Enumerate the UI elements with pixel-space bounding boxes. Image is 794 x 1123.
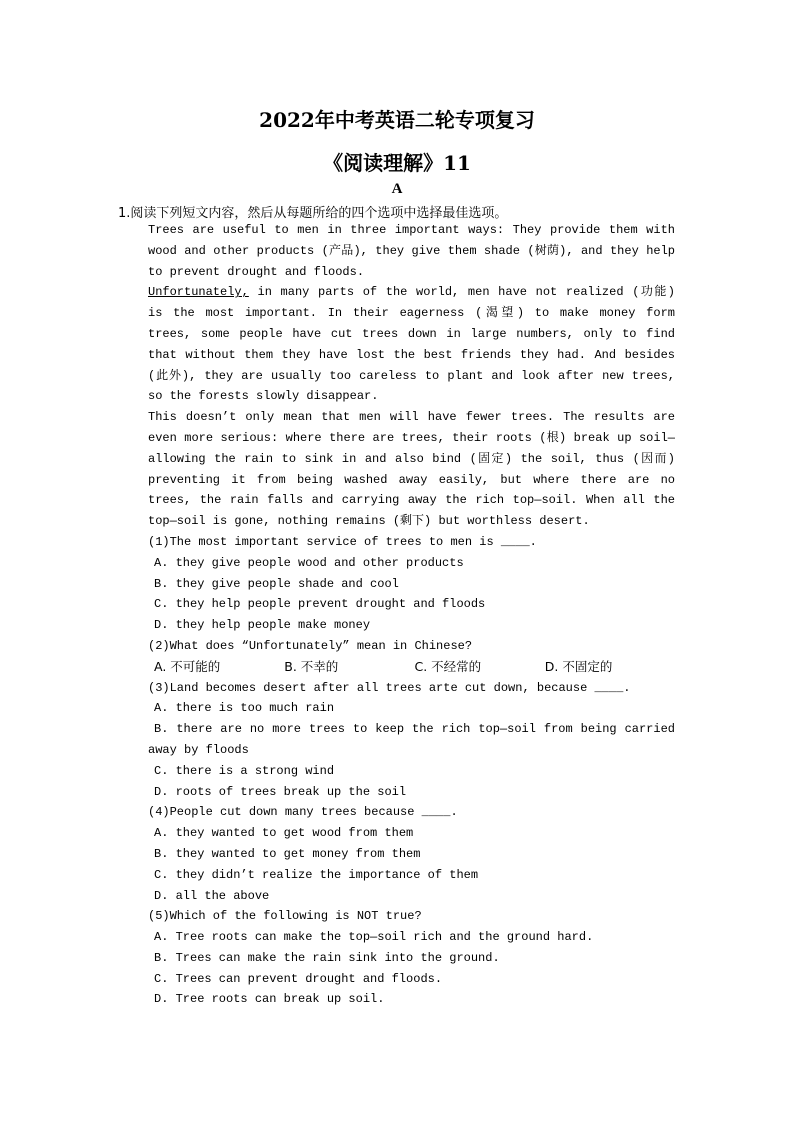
passage-paragraph-2 — [148, 282, 675, 407]
question-3-stem: (3)Land becomes desert after all trees arte cut down, because ____. — [148, 680, 631, 695]
question-5-option-c: C. Trees can prevent drought and floods. — [154, 971, 443, 986]
question-2-options — [148, 657, 675, 678]
question-4-option-b: B. they wanted to get money from them — [154, 846, 421, 861]
question-5-option-a: A. Tree roots can make the top—soil rich and the ground hard. — [154, 930, 594, 945]
question-1-option-c: C. they help people prevent drought and floods — [154, 597, 486, 612]
document-title: 2022年中考英语二轮专项复习 — [259, 108, 535, 132]
question-4-option-d: D. all the above — [154, 888, 270, 903]
passage-paragraph-3: This doesn’t only mean that men will have fewer trees. The results are even more serious: where there are trees, their roots (根) break up soil—allowing the rain to sink in and also bind (固定) the soil, thus (因而) preventing it from being washed away easily, but where there are no trees, the rain falls and carrying away the rich top—soil. When all the top—soil is gone, nothing remains (剩下) but worthless desert. — [148, 410, 675, 529]
question-5-option-b: B. Trees can make the rain sink into the ground. — [154, 950, 500, 965]
question-4-option-a: A. they wanted to get wood from them — [154, 826, 414, 841]
question-1-option-b: B. they give people shade and cool — [154, 576, 399, 591]
document-subtitle: 《阅读理解》11 — [323, 151, 471, 175]
question-4-stem: (4)People cut down many trees because ____. — [148, 805, 458, 820]
question-5-stem: (5)Which of the following is NOT true? — [148, 909, 422, 924]
question-3-option-d: D. roots of trees break up the soil — [154, 784, 407, 799]
question-2-option-b: B. 不幸的 — [284, 658, 339, 674]
question-3-option-c: C. there is a strong wind — [154, 763, 335, 778]
question-2-stem: (2)What does “Unfortunately” mean in Chinese? — [148, 638, 473, 653]
question-3-option-a: A. there is too much rain — [154, 701, 335, 716]
question-1-option-a: A. they give people wood and other products — [154, 555, 464, 570]
question-1-stem: (1)The most important service of trees to men is ____. — [148, 534, 537, 549]
question-2-option-d: D. 不固定的 — [544, 658, 613, 674]
question-3-option-b: B. there are no more trees to keep the rich top—soil from being carried away by floods — [148, 722, 675, 757]
question-5-option-d: D. Tree roots can break up soil. — [154, 992, 385, 1007]
instruction-text: 1.阅读下列短文内容，然后从每题所给的四个选项中选择最佳选项。 — [118, 206, 508, 221]
passage-body — [148, 220, 675, 1010]
question-1-option-d: D. they help people make money — [154, 618, 371, 633]
passage-paragraph-2-text: in many parts of the world, men have not realized (功能) is the most important. In their eagerness (渴望) to make money form trees, some people have cut trees down in large numbers, only to find that without them they have lost the best friends they had. And besides (此外), they are usually too careless to plant and look after new trees, so the forests slowly disappear. — [148, 285, 675, 404]
question-2-option-c: C. 不经常的 — [414, 658, 482, 674]
passage-paragraph-1: Trees are useful to men in three important ways: They provide them with wood and other products (产品), they give them shade (树荫), and they help to prevent drought and floods. — [148, 223, 675, 279]
question-2-option-a: A. 不可能的 — [154, 658, 221, 674]
section-label: A — [391, 181, 403, 197]
question-4-option-c: C. they didn’t realize the importance of them — [154, 867, 479, 882]
underlined-word: Unfortunately, — [148, 285, 249, 300]
